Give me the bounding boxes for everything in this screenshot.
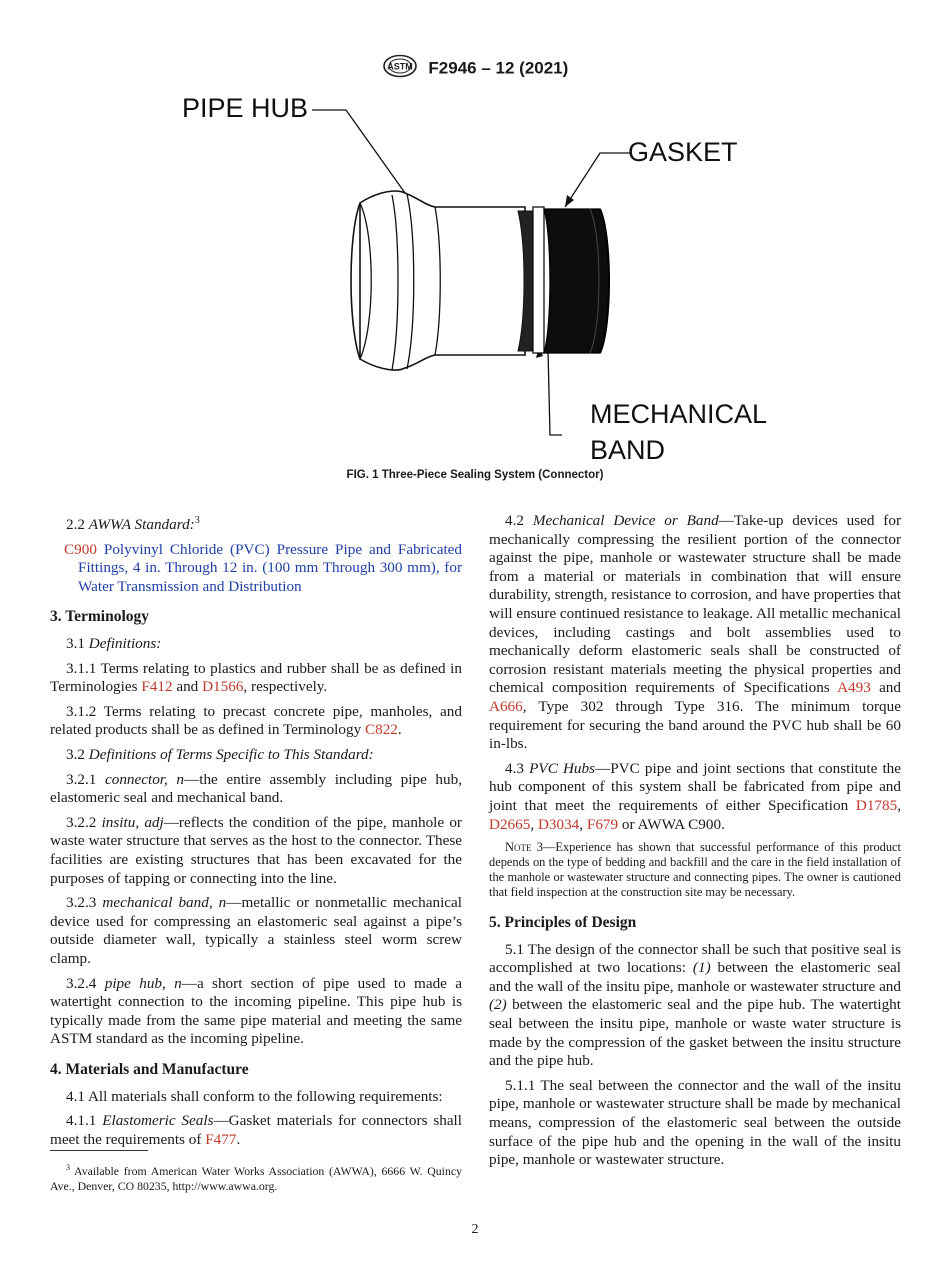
astm-logo-icon [382, 54, 418, 83]
link-f679[interactable]: F679 [586, 815, 619, 833]
section-3-1: 3.1 Definitions: [66, 635, 162, 653]
link-a666[interactable]: A666 [489, 697, 523, 715]
link-f477[interactable]: F477 [205, 1130, 237, 1148]
figure-connector [160, 85, 800, 475]
standard-designation: F2946 – 12 (2021) [428, 58, 569, 78]
heading-materials: 4. Materials and Manufacture [50, 1060, 249, 1078]
right-column [489, 512, 901, 1176]
section-5-1: 5.1 The design of the connector shall be such that positive seal is accomplished at two locations: (1) between the elastomeric seal and the wall of the insitu pipe, manhole or wastewater structure and (2) between the elastomeric seal and the pipe hub. The watertight seal between the insitu pipe, manhole or waste water structure is made by the compression of the gasket between the insitu structure and the pipe hub. [489, 940, 902, 1070]
section-2-2: 2.2 AWWA Standard:$^3$ [66, 515, 200, 534]
section-3-1-2: 3.1.2 Terms relating to precast concrete pipe, manholes, and related products shall be as defined in Terminology C822. [50, 702, 462, 739]
label-pipe-hub: PIPE HUB [182, 93, 309, 123]
section-4-1-1: 4.1.1 Elastomeric Seals—Gasket materials for connectors shall meet the requirements of F477. [50, 1112, 462, 1148]
section-3-2-2: 3.2.2 insitu, adj—reflects the condition of the pipe, manhole or waste water structure that serves as the host to the connector. These facilities are existing structures that has been excavated for the purposes of tapping or connecting into the line. [50, 813, 462, 887]
label-mechanical: MECHANICAL [590, 399, 768, 429]
link-a493[interactable]: A493 [837, 679, 871, 697]
svg-text:ASTM: ASTM [386, 61, 413, 72]
footnote-3: $^3$ Available from American Water Works Association (AWWA), 6666 W. Quincy Ave., Denver, CO 80235, http://www.awwa.org. [50, 1163, 462, 1193]
heading-terminology: 3. Terminology [50, 608, 150, 626]
section-3-1-1: 3.1.1 Terms relating to plastics and rubber shall be as defined in Terminologies F412 and D1566, respectively. [50, 659, 462, 696]
left-column [50, 512, 462, 1155]
section-3-2: 3.2 Definitions of Terms Specific to This Standard: [66, 746, 374, 763]
section-3-2-1: 3.2.1 connector, n—the entire assembly including pipe hub, elastomeric seal and mechanical band. [50, 770, 462, 807]
link-d1566[interactable]: D1566 [202, 678, 244, 696]
section-5-1-1: 5.1.1 The seal between the connector and the wall of the insitu pipe, manhole or wastewater structure shall be made by mechanical means, compression of the elastomeric seal between the outside surface of the pipe hub and the opening in the wall of the insitu pipe, manhole or wastewater structure. [489, 1076, 901, 1169]
heading-principles: 5. Principles of Design [489, 914, 637, 932]
section-4-3: 4.3 PVC Hubs—PVC pipe and joint sections that constitute the hub component of this system shall be fabricated from pipe and joint that meet the requirements of either Specification D1785, D2665, D3034, F679 or AWWA C900. [489, 759, 902, 833]
link-c900[interactable]: C900 [64, 540, 97, 558]
page-header [0, 54, 950, 83]
link-d1785[interactable]: D1785 [855, 796, 898, 814]
link-d3034[interactable]: D3034 [537, 815, 580, 833]
section-4-2: 4.2 Mechanical Device or Band—Take-up devices used for mechanically compressing the resilient portion of the connector against the pipe, manhole or wastewater structure shall be made from a material or materials in combination that will ensure durability, strength, resistance to corrosion, and have properties that will ensure continued resistance to leakage. All metallic mechanical devices, including castings and bolt assemblies used to mechanically deform elastomeric seals shall be constructed of corrosion resistant materials meeting the physical properties and chemical composition requirements of Specifications A493 and A666, Type 302 through Type 316. The minimum torque requirement for securing the band around the PVC hub shall be 60 in-lbs. [489, 512, 902, 753]
link-c822[interactable]: C822 [364, 721, 398, 739]
c900-title[interactable]: Polyvinyl Chloride (PVC) Pressure Pipe and Fabricated Fittings, 4 in. Through 12 in. (100 mm Through 300 mm), for Water Transmission and Distribution [78, 540, 463, 595]
footnote-divider [50, 1150, 148, 1151]
page-number: 2 [471, 1222, 479, 1237]
section-3-2-3: 3.2.3 mechanical band, n—metallic or nonmetallic mechanical device used for compressing an elastomeric seal against a pipe’s outside diameter wall, typically a stainless steel worm screw clamp. [50, 894, 462, 967]
reference-c900 [50, 541, 462, 597]
figure-caption: FIG. 1 Three-Piece Sealing System (Connector) [346, 469, 604, 481]
link-f412[interactable]: F412 [141, 678, 173, 696]
section-4-1: 4.1 All materials shall conform to the following requirements: [66, 1087, 443, 1105]
note-3: Note 3—Experience has shown that successful performance of this product depends on the type of bedding and backfill and the care in the field installation of the manhole or wastewater structure and connecting pipes. The owner is cautioned that field inspection at the construction site may be necessary. [489, 840, 901, 900]
section-3-2-4: 3.2.4 pipe hub, n—a short section of pipe used to made a watertight connection to the incoming pipeline. This pipe hub is typically made from the same pipe material and meeting the same ASTM standard as the incoming pipeline. [50, 974, 462, 1048]
link-d2665[interactable]: D2665 [489, 815, 531, 833]
label-gasket: GASKET [628, 137, 738, 167]
label-band: BAND [590, 435, 666, 465]
